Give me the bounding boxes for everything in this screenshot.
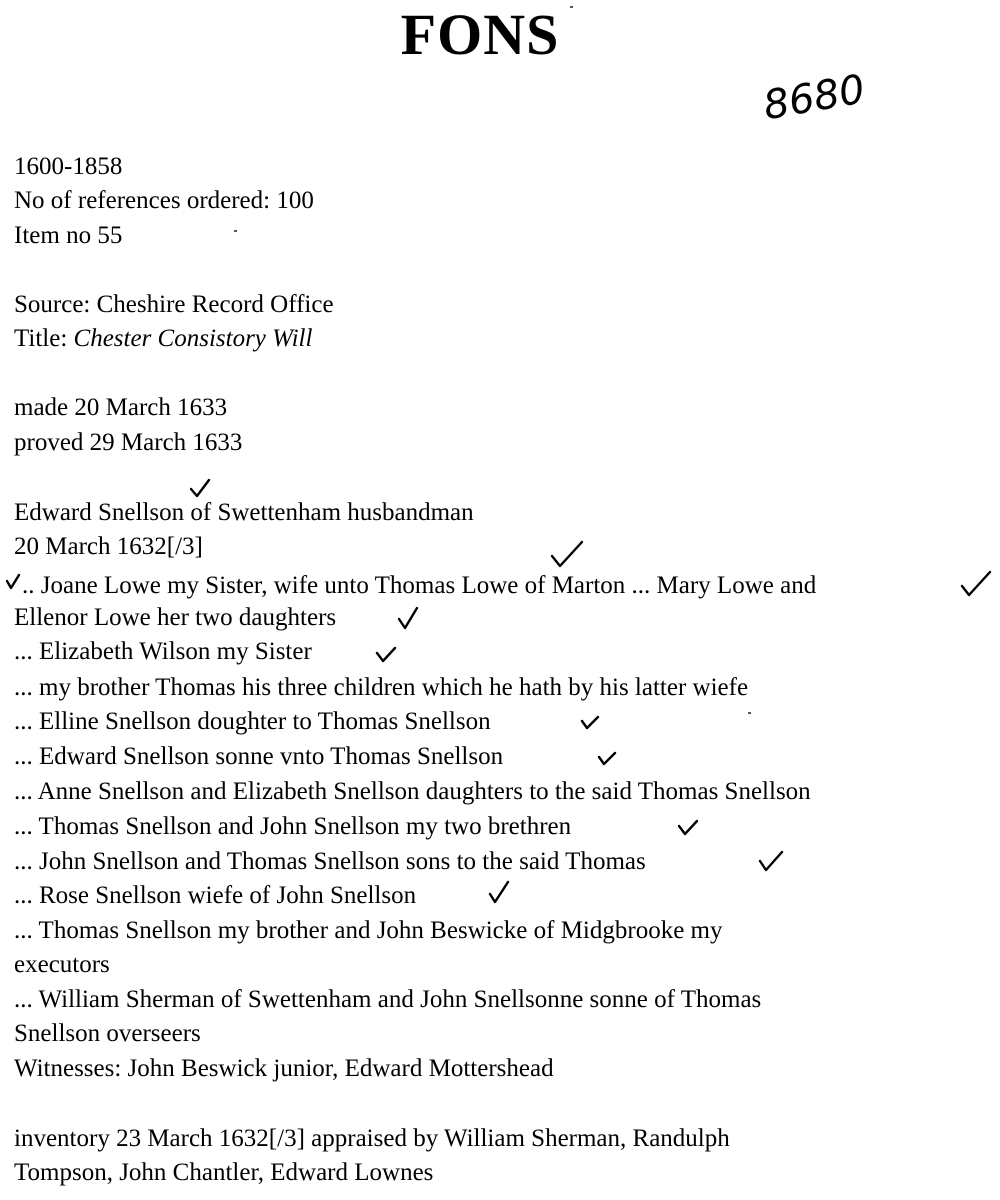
overseers-line: ... William Sherman of Swettenham and John Snellsonne sonne of Thomas [14, 986, 762, 1013]
check-mark-icon [580, 714, 600, 730]
executors-line: ... Thomas Snellson my brother and John Beswicke of Midgbrooke my [14, 917, 723, 944]
overseers-line: Snellson overseers [14, 1020, 201, 1047]
check-mark-icon [758, 850, 784, 872]
check-mark-icon [397, 606, 419, 630]
testator-line: Edward Snellson of Swettenham husbandman [14, 499, 474, 526]
bequest-line: Ellenor Lowe her two daughters [14, 604, 337, 631]
title-value: Chester Consistory Will [73, 325, 313, 352]
scan-speck [234, 230, 237, 232]
check-mark-icon [597, 750, 617, 766]
references-ordered: No of references ordered: 100 [14, 187, 314, 214]
title-label: Title: [14, 325, 74, 352]
item-number: Item no 55 [14, 222, 123, 249]
handwritten-reference-number: 8680 [760, 66, 869, 130]
made-date: made 20 March 1633 [14, 394, 228, 421]
bequest-line: ... Edward Snellson sonne vnto Thomas Snellson [14, 743, 504, 770]
bequest-line: .. Joane Lowe my Sister, wife unto Thomas Lowe of Marton ... Mary Lowe and [22, 572, 817, 599]
source-line: Source: Cheshire Record Office [14, 291, 334, 318]
check-mark-icon [677, 818, 699, 836]
scan-speck [748, 712, 751, 714]
check-mark-icon [550, 540, 584, 568]
check-mark-icon [960, 570, 992, 598]
bequest-line: ... Anne Snellson and Elizabeth Snellson daughters to the said Thomas Snellson [14, 778, 811, 805]
inventory-line: inventory 23 March 1632[/3] appraised by William Sherman, Randulph [14, 1125, 730, 1152]
bequest-line: ... John Snellson and Thomas Snellson sons to the said Thomas [14, 848, 646, 875]
check-mark-icon [488, 880, 510, 904]
witnesses-line: Witnesses: John Beswick junior, Edward Mottershead [14, 1055, 554, 1082]
check-mark-icon [5, 572, 21, 590]
bequest-line: ... my brother Thomas his three children which he hath by his latter wiefe [14, 674, 749, 701]
check-mark-icon [189, 478, 211, 498]
title-line [14, 324, 312, 354]
inventory-line: Tompson, John Chantler, Edward Lownes [14, 1159, 434, 1186]
bequest-line: ... Elizabeth Wilson my Sister [14, 638, 312, 665]
check-mark-icon [375, 645, 397, 663]
date-range: 1600-1858 [14, 153, 123, 180]
page-title: FONS [400, 2, 560, 67]
bequest-line: ... Thomas Snellson and John Snellson my two brethren [14, 813, 572, 840]
executors-line: executors [14, 951, 110, 978]
bequest-line: ... Elline Snellson doughter to Thomas Snellson [14, 708, 491, 735]
scan-speck [570, 6, 573, 8]
will-date-line: 20 March 1632[/3] [14, 533, 203, 560]
bequest-line: ... Rose Snellson wiefe of John Snellson [14, 882, 417, 909]
proved-date: proved 29 March 1633 [14, 429, 243, 456]
